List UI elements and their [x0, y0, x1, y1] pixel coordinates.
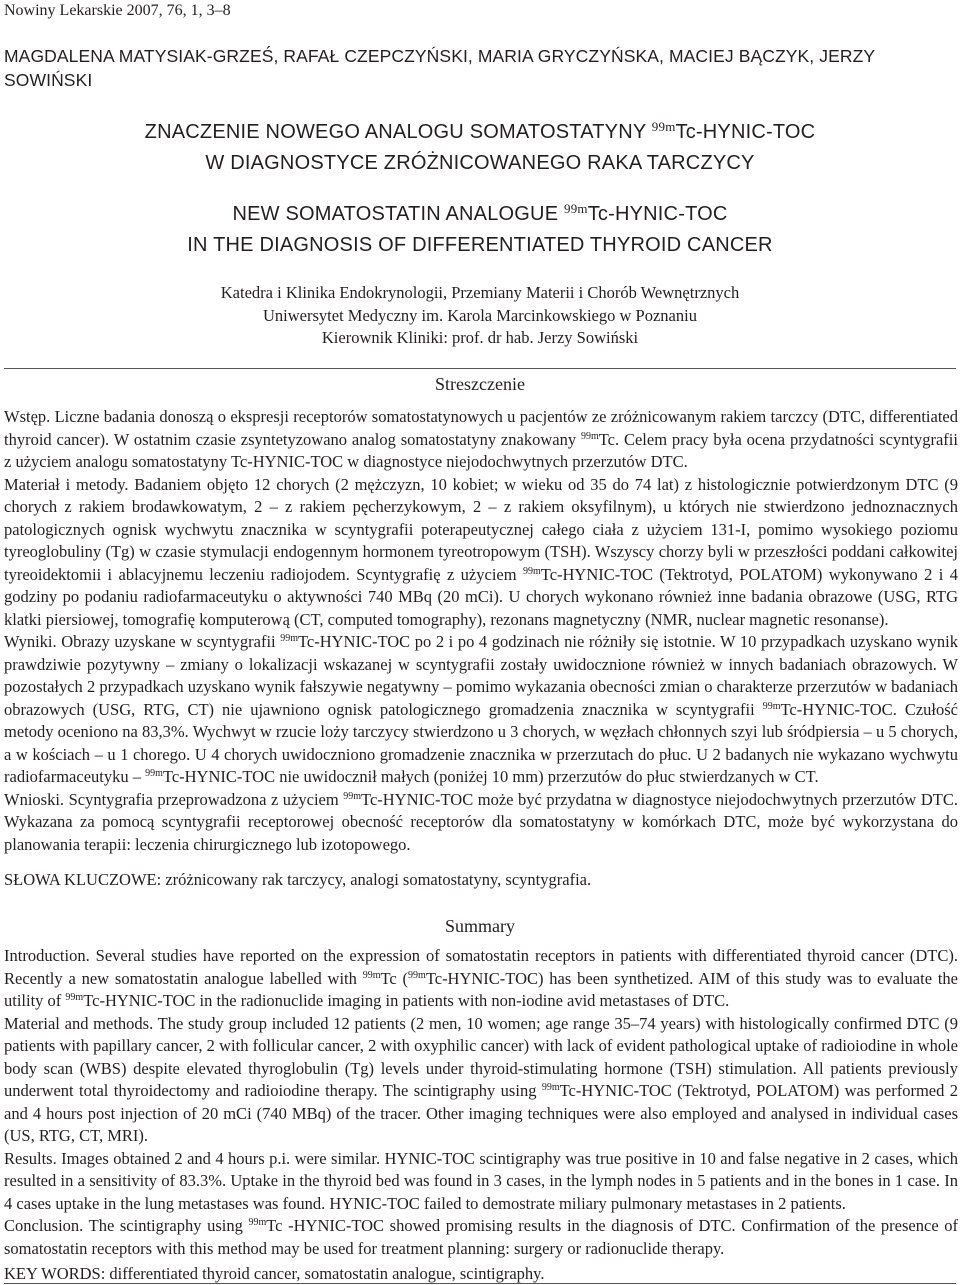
- abstract-paragraph-methods: Material and methods. The study group included 12 patients (2 men, 10 women; age range 35–74 years) with histologically confirmed DTC (9 patients with papillary cancer, 2 with follicular cancer, 2 with oxyphilic cancer) with lack of evident pathological uptake of radioiodine in whole body scan (WBS) despite elevated thyroglobulin (Tg) levels under thyroid-stimulating hormone (TSH) stimulation. All patients previously underwent total thyroidectomy and radioiodine therapy. The scintigraphy using $^{99m}$Tc-HYNIC-TOC (Tektrotyd, POLATOM) was performed 2 and 4 hours post injection of 20 mCi (740 MBq) of the tracer. Other imaging techniques were also employed and analysed in individual cases (US, RTG, CT, MRI).: [4, 1013, 958, 1145]
- abstract-polish: [4, 406, 958, 856]
- isotope-superscript: 99m: [651, 119, 676, 134]
- section-divider: [4, 368, 956, 369]
- abstract-paragraph-results: Results. Images obtained 2 and 4 hours p.i. were similar. HYNIC-TOC scintigraphy was true positive in 10 and false negative in 2 cases, which resulted in a sensitivity of 83.3%. Uptake in the thyroid bed was found in 3 cases, in the lymph nodes in 5 patients and in the bones in 1 case. In 4 cases uptake in the lung metastases was found. HYNIC-TOC failed to demostrate miliary pulmonary metastases in 2 patients.: [4, 1148, 958, 1213]
- title-polish-line-1: ZNACZENIE NOWEGO ANALOGU SOMATOSTATYNY $^{99m}$Tc-HYNIC-TOC: [144, 119, 816, 143]
- affiliation-line: Uniwersytet Medyczny im. Karola Marcinkowskiego w Poznaniu: [263, 305, 697, 325]
- keywords-english: KEY WORDS: differentiated thyroid cancer, somatostatin analogue, scintigraphy.: [4, 1264, 545, 1283]
- title-english-line-1: NEW SOMATOSTATIN ANALOGUE $^{99m}$Tc-HYNIC-TOC: [232, 201, 728, 225]
- journal-citation: Nowiny Lekarskie 2007, 76, 1, 3–8: [4, 2, 231, 19]
- author-list: MAGDALENA MATYSIAK-GRZEŚ, RAFAŁ CZEPCZYŃSKI, MARIA GRYCZYŃSKA, MACIEJ BĄCZYK, JERZY SOWIŃSKI: [4, 46, 875, 90]
- abstract-paragraph-conclusion: Conclusion. The scintigraphy using $^{99m}$Tc -HYNIC-TOC showed promising results in the diagnosis of DTC. Confirmation of the presence of somatostatin receptors with this method may be used for treatment planning: surgery or radionuclide therapy.: [4, 1216, 959, 1258]
- abstract-english: [4, 945, 958, 1260]
- summary-heading: Summary: [445, 916, 515, 936]
- title-polish: [0, 117, 960, 179]
- abstract-paragraph-wnioski: Wnioski. Scyntygrafia przeprowadzona z użyciem $^{99m}$Tc-HYNIC-TOC może być przydatna w diagnostyce niejodochwytnych przerzutów DTC. Wykazana za pomocą scyntygrafii receptorowej obecność receptorów dla somatostatyny w komórkach DTC, może być wykorzystana do planowania terapii: leczenia chirurgicznego lub izotopowego.: [4, 789, 958, 854]
- title-english-line-2: IN THE DIAGNOSIS OF DIFFERENTIATED THYROID CANCER: [187, 234, 773, 256]
- isotope-superscript: 99m: [564, 201, 588, 216]
- abstract-paragraph-wyniki: Wyniki. Obrazy uzyskane w scyntygrafii $^{99m}$Tc-HYNIC-TOC po 2 i po 4 godzinach nie różniły się istotnie. W 10 przypadkach uzyskano wynik prawdziwie pozytywny – zmiany o lokalizacji wskazanej w scyntygrafii zostały uwidocznione również w innych badaniach obrazowych. W pozostałych 2 przypadkach uzyskano wynik fałszywie negatywny – pomimo wykazania obecności zmian o charakterze przerzutów w badaniach obrazowych (USG, RTG, CT) nie ujawniono ognisk patologicznego gromadzenia znacznika w scyntygrafii $^{99m}$Tc-HYNIC-TOC. Czułość metody oceniono na 83,3%. Wychwyt w rzucie loży tarczycy stwierdzono u 3 chorych, w węzłach chłonnych szyi lub śródpiersia – u 5 chorych, a w kościach – u 1 chorego. U 4 chorych uwidoczniono gromadzenie znacznika w przerzutach do płuc. U 2 badanych nie wykazano wychwytu radiofarmaceutyku – $^{99m}$Tc-HYNIC-TOC nie uwidocznił małych (poniżej 10 mm) przerzutów do płuc stwierdzanych w CT.: [4, 632, 958, 786]
- abstract-paragraph-introduction: Introduction. Several studies have reported on the expression of somatostatin receptors in patients with differentiated thyroid cancer (DTC). Recently a new somatostatin analogue labelled with $^{99m}$Tc ($^{99m}$Tc-HYNIC-TOC) has been synthetized. AIM of this study was to evaluate the utility of $^{99m}$Tc-HYNIC-TOC in the radionuclide imaging in patients with non-iodine avid metastases of DTC.: [4, 946, 958, 1010]
- title-polish-line-2: W DIAGNOSTYCE ZRÓŻNICOWANEGO RAKA TARCZYCY: [205, 152, 755, 174]
- affiliation-line: Katedra i Klinika Endokrynologii, Przemiany Materii i Chorób Wewnętrznych: [220, 283, 740, 302]
- keywords-polish: SŁOWA KLUCZOWE: zróżnicowany rak tarczycy, analogi somatostatyny, scyntygrafia.: [4, 870, 592, 889]
- affiliation: [0, 282, 960, 350]
- title-english: [0, 199, 960, 261]
- abstract-paragraph-material: Materiał i metody. Badaniem objęto 12 chorych (2 mężczyzn, 10 kobiet; w wieku od 35 do 74 lat) z histologicznie potwierdzonym DTC (9 chorych z rakiem brodawkowatym, 2 – z rakiem pęcherzykowym, 2 – z rakiem oksyfilnym), u których nie stwierdzono jednoznacznych patologicznych ognisk wychwytu znacznika w scyntygrafii poterapeutycznej całego ciała z użyciem 131-I, pomimo wysokiego poziomu tyreoglobuliny (Tg) w czasie stymulacji endogennym hormonem tyreotropowym (TSH). Wszyscy chorzy byli w przeszłości poddani całkowitej tyreoidektomii i ablacyjnemu leczeniu radiojodem. Scyntygrafię z użyciem $^{99m}$Tc-HYNIC-TOC (Tektrotyd, POLATOM) wykonywano 2 i 4 godziny po podaniu radiofarmaceutyku o aktywności 740 MBq (20 mCi). U chorych wykonano również inne badania obrazowe (USG, RTG klatki piersiowej, tomografię komputerową (CT, computed tomography), rezonans magnetyczny (NMR, nuclear magnetic resonanse).: [4, 474, 958, 629]
- abstract-paragraph-wstep: Wstęp. Liczne badania donoszą o ekspresji receptorów somatostatynowych u pacjentów ze zróżnicowanym rakiem tarczcy (DTC, differentiated thyroid cancer). W ostatnim czasie zsyntetyzowano analog somatostatyny znakowany $^{99m}$Tc. Celem pracy była ocena przydatności scyntygrafii z użyciem analogu somatostatyny Tc-HYNIC-TOC w diagnostyce niejodochwytnych przerzutów DTC.: [4, 407, 958, 471]
- affiliation-line: Kierownik Kliniki: prof. dr hab. Jerzy Sowiński: [321, 328, 639, 347]
- streszczenie-heading: Streszczenie: [435, 374, 525, 394]
